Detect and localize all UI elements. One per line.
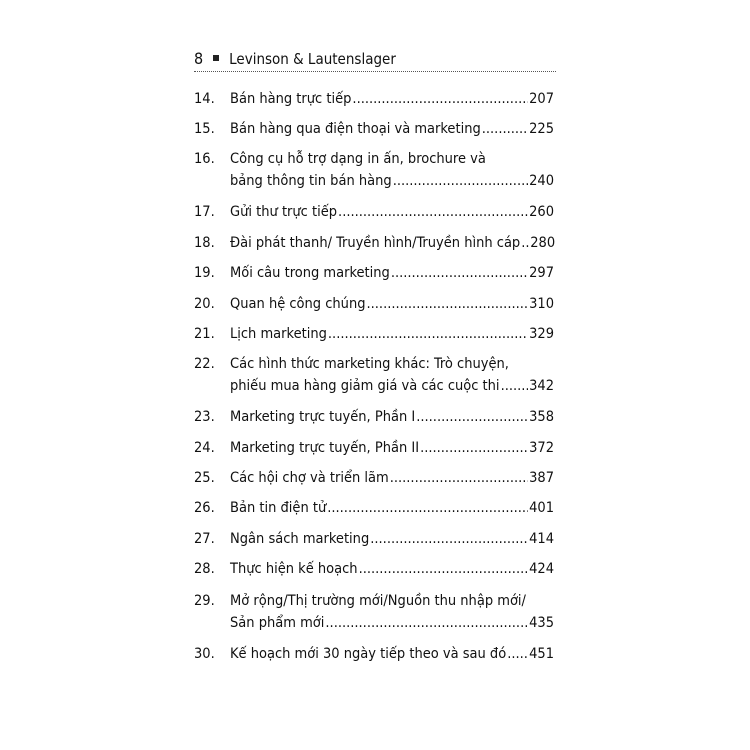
toc-entry-page: 401 bbox=[529, 500, 554, 516]
toc-entry-page: 329 bbox=[529, 326, 554, 342]
toc-entry bbox=[194, 437, 554, 459]
toc-entry-page: 414 bbox=[529, 531, 554, 547]
dot-leader bbox=[359, 558, 529, 580]
toc-entry-page: 310 bbox=[529, 296, 554, 312]
toc-entry-page: 297 bbox=[529, 265, 554, 281]
toc-entry-title: Quan hệ công chúng bbox=[230, 296, 366, 312]
toc-entry bbox=[194, 232, 554, 254]
toc-entry-title: Mối câu trong marketing bbox=[230, 265, 390, 281]
toc-entry-number: 23. bbox=[194, 409, 215, 425]
toc-entry-title: Bán hàng trực tiếp bbox=[230, 91, 352, 107]
toc-entry-title: Marketing trực tuyến, Phần I bbox=[230, 409, 416, 425]
toc-entry bbox=[194, 323, 554, 345]
toc-entry-page: 342 bbox=[529, 378, 554, 394]
header-dotted-rule bbox=[194, 71, 556, 72]
toc-entry-page: 260 bbox=[529, 204, 554, 220]
toc-entry-page: 240 bbox=[529, 173, 554, 189]
toc-entry bbox=[194, 262, 554, 284]
toc-entry-page: 435 bbox=[529, 615, 554, 631]
toc-entry-number: 17. bbox=[194, 204, 215, 220]
dot-leader bbox=[416, 406, 528, 428]
toc-entry-number: 21. bbox=[194, 326, 215, 342]
toc-entry-number: 28. bbox=[194, 561, 215, 577]
dot-leader bbox=[501, 375, 529, 397]
dot-leader bbox=[391, 262, 528, 284]
toc-entry-page: 225 bbox=[529, 121, 554, 137]
toc-entry-title: Các hình thức marketing khác: Trò chuyện, bbox=[230, 356, 509, 372]
toc-entry bbox=[194, 118, 554, 140]
toc-entry bbox=[194, 148, 554, 192]
toc-entry-title: Gửi thư trực tiếp bbox=[230, 204, 338, 220]
toc-entry-number: 22. bbox=[194, 356, 215, 372]
toc-entry bbox=[194, 201, 554, 223]
toc-entry-page: 358 bbox=[529, 409, 554, 425]
toc-entry-title: Lịch marketing bbox=[230, 326, 327, 342]
toc-entry-page: 387 bbox=[529, 470, 554, 486]
toc-entry-number: 20. bbox=[194, 296, 215, 312]
dot-leader bbox=[521, 232, 529, 254]
toc-entry-number: 26. bbox=[194, 500, 215, 516]
toc-entry-title: Thực hiện kế hoạch bbox=[230, 561, 358, 577]
toc-entry-number: 25. bbox=[194, 470, 215, 486]
toc-entry-page: 451 bbox=[529, 646, 554, 662]
toc-entry-title: Mở rộng/Thị trường mới/Nguồn thu nhập mới/ bbox=[230, 593, 526, 609]
toc-entry bbox=[194, 497, 554, 519]
toc-entry-title: phiếu mua hàng giảm giá và các cuộc thi bbox=[230, 378, 500, 394]
dot-leader bbox=[370, 528, 528, 550]
header-authors: Levinson & Lautenslager bbox=[229, 50, 396, 68]
toc-entry-title: Kế hoạch mới 30 ngày tiếp theo và sau đó bbox=[230, 646, 507, 662]
toc-entry-page: 207 bbox=[529, 91, 554, 107]
dot-leader bbox=[327, 497, 528, 519]
toc-entry bbox=[194, 353, 554, 397]
dot-leader bbox=[325, 612, 528, 634]
toc-entry-number: 15. bbox=[194, 121, 215, 137]
toc-entry-number: 14. bbox=[194, 91, 215, 107]
dot-leader bbox=[352, 88, 528, 110]
toc-entry bbox=[194, 293, 554, 315]
toc-entry-number: 24. bbox=[194, 440, 215, 456]
toc-entry-title: Bản tin điện tử bbox=[230, 500, 327, 516]
toc-entry bbox=[194, 467, 554, 489]
toc-entry bbox=[194, 406, 554, 428]
toc-entry-number: 19. bbox=[194, 265, 215, 281]
dot-leader bbox=[482, 118, 528, 140]
dot-leader bbox=[328, 323, 528, 345]
running-header bbox=[194, 48, 556, 70]
toc-entry-title: Marketing trực tuyến, Phần II bbox=[230, 440, 420, 456]
dot-leader bbox=[420, 437, 528, 459]
dot-leader bbox=[338, 201, 528, 223]
toc-entry-title: Công cụ hỗ trợ dạng in ấn, brochure và bbox=[230, 151, 486, 167]
dot-leader bbox=[393, 170, 528, 192]
toc-entry bbox=[194, 643, 554, 665]
toc-entry bbox=[194, 88, 554, 110]
toc-entry-page: 372 bbox=[529, 440, 554, 456]
toc-entry-title: Đài phát thanh/ Truyền hình/Truyền hình cáp bbox=[230, 235, 521, 251]
toc-entry-number: 30. bbox=[194, 646, 215, 662]
toc-entry-title: Các hội chợ và triển lãm bbox=[230, 470, 389, 486]
toc-entry-title: Ngân sách marketing bbox=[230, 531, 370, 547]
dot-leader bbox=[507, 643, 528, 665]
toc-entry bbox=[194, 558, 554, 580]
page-number: 8 bbox=[194, 49, 204, 68]
toc-entry-number: 16. bbox=[194, 151, 215, 167]
toc-entry-page: 280 bbox=[530, 235, 556, 251]
toc-entry-title: bảng thông tin bán hàng bbox=[230, 173, 392, 189]
toc-entry bbox=[194, 590, 554, 634]
separator-square-icon bbox=[213, 55, 219, 61]
dot-leader bbox=[367, 293, 529, 315]
toc-entry-number: 27. bbox=[194, 531, 215, 547]
toc-entry-title: Bán hàng qua điện thoại và marketing bbox=[230, 121, 481, 137]
toc-entry-number: 18. bbox=[194, 235, 215, 251]
dot-leader bbox=[390, 467, 528, 489]
toc-entry-page: 424 bbox=[529, 561, 554, 577]
toc-entry-title: Sản phẩm mới bbox=[230, 615, 325, 631]
toc-entry bbox=[194, 528, 554, 550]
toc-entry-number: 29. bbox=[194, 593, 215, 609]
